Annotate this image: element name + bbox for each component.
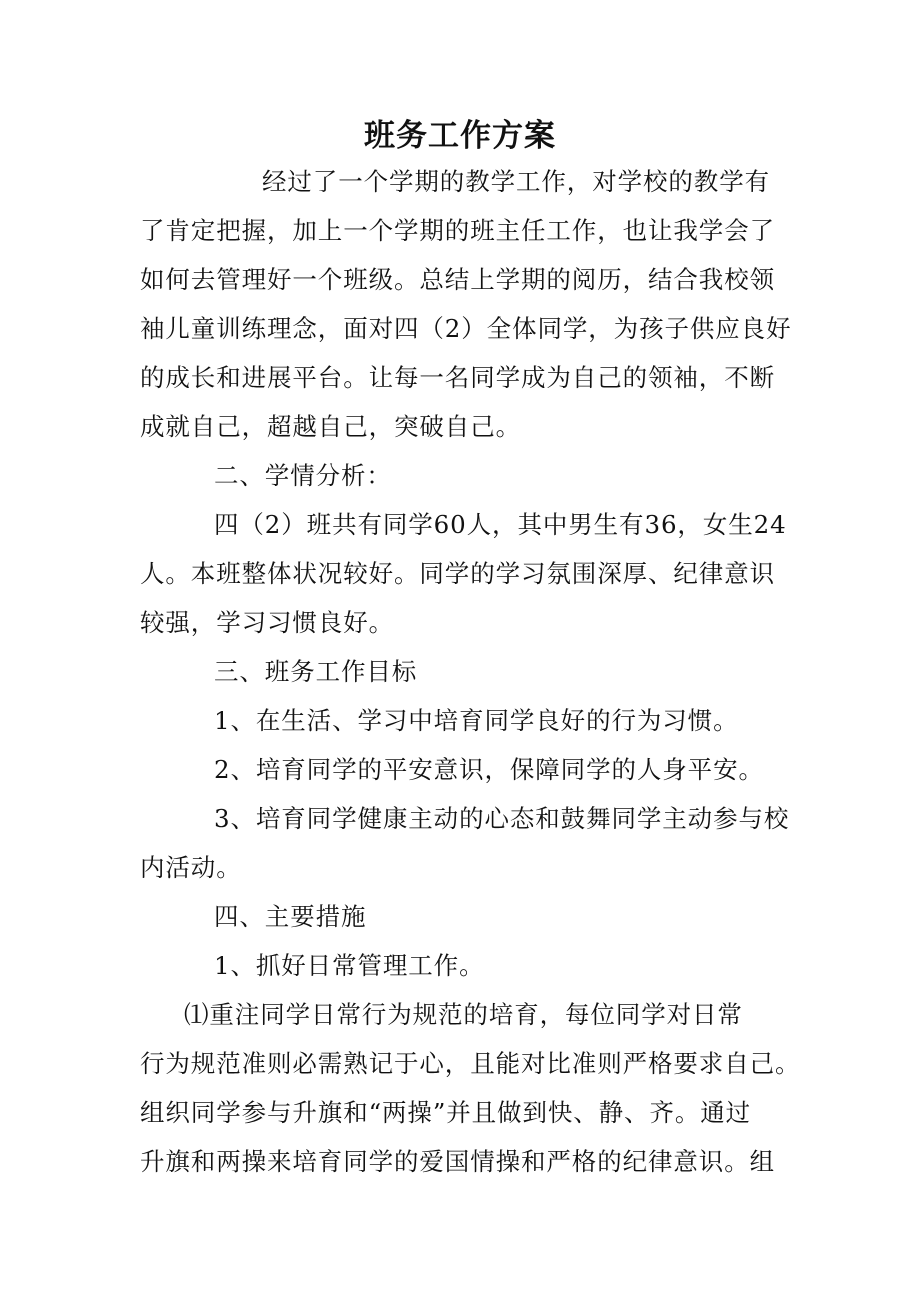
list-item-continuation: 内活动。 [140, 853, 242, 882]
document-title: 班务工作方案 [364, 118, 556, 154]
paragraph-line: ⑴重注同学日常行为规范的培育，每位同学对日常 [184, 1000, 743, 1029]
paragraph-line: 的成长和进展平台。让每一名同学成为自己的领袖，不断 [140, 363, 775, 392]
list-item: 1、抓好日常管理工作。 [214, 951, 485, 980]
paragraph-line: 成就自己，超越自己，突破自己。 [140, 412, 521, 441]
paragraph-line: 袖儿童训练理念，面对四（2）全体同学，为孩子供应良好 [140, 314, 792, 343]
paragraph-line: 如何去管理好一个班级。总结上学期的阅历，结合我校领 [140, 265, 775, 294]
paragraph-line: 了肯定把握，加上一个学期的班主任工作，也让我学会了 [140, 216, 775, 245]
paragraph-line: 升旗和两操来培育同学的爱国情操和严格的纪律意识。组 [140, 1147, 775, 1176]
list-item: 1、在生活、学习中培育同学良好的行为习惯。 [214, 706, 739, 735]
section-heading: 三、班务工作目标 [214, 657, 418, 686]
paragraph-line: 四（2）班共有同学60人，其中男生有36，女生24 [214, 510, 787, 539]
paragraph-line: 行为规范准则必需熟记于心，且能对比准则严格要求自己。 [140, 1049, 801, 1078]
list-item: 2、培育同学的平安意识，保障同学的人身平安。 [214, 755, 764, 784]
paragraph-line: 人。本班整体状况较好。同学的学习氛围深厚、纪律意识 [140, 559, 775, 588]
paragraph-line: 经过了一个学期的教学工作，对学校的教学有 [262, 167, 770, 196]
paragraph-line: 组织同学参与升旗和“两操”并且做到快、静、齐。通过 [140, 1098, 752, 1127]
section-heading: 二、学情分析： [214, 461, 392, 490]
list-item: 3、培育同学健康主动的心态和鼓舞同学主动参与校 [214, 804, 790, 833]
paragraph-line: 较强，学习习惯良好。 [140, 608, 394, 637]
section-heading: 四、主要措施 [214, 902, 367, 931]
